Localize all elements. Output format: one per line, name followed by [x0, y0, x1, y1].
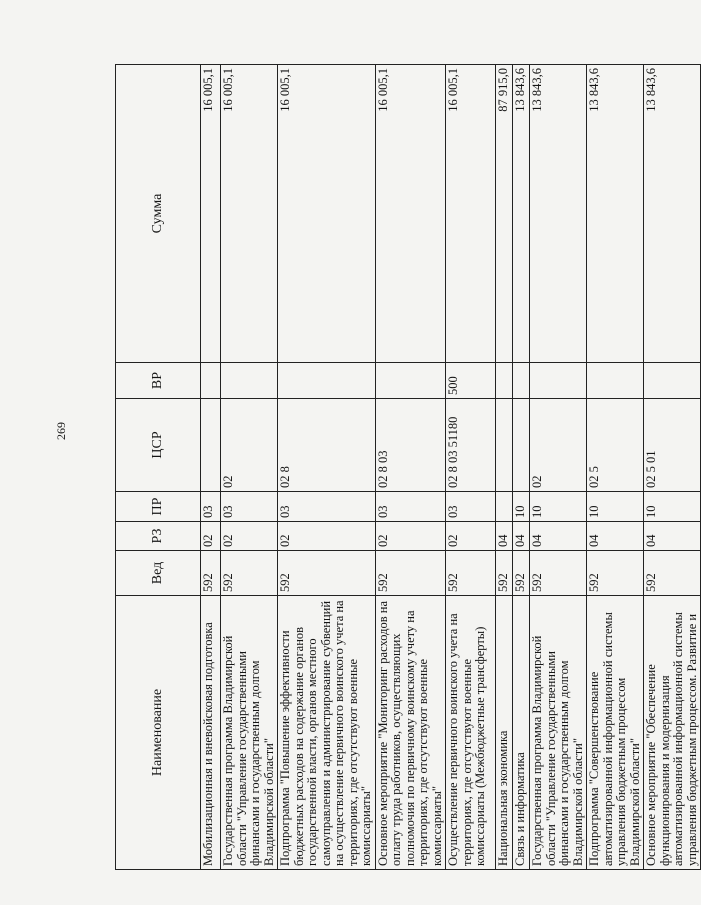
table-row: [278, 65, 376, 870]
cell-vr: [513, 363, 530, 399]
cell-pr: 03: [278, 492, 376, 522]
cell-vr: [278, 363, 376, 399]
cell-rz: 02: [446, 522, 496, 551]
cell-name: Государственная программа Владимирской области "Управление государственными финансами и государственным долгом Владимирской области": [530, 596, 587, 870]
cell-name: Государственная программа Владимирской области "Управление государственными финансами и государственным долгом Владимирской области": [221, 596, 278, 870]
cell-name: Основное мероприятие "Мониторинг расходов на оплату труда работников, осуществляющих полномочия по первичному воинскому учету на территориях, где отсутствуют военные комиссариаты": [375, 596, 446, 870]
cell-sum: 16 005,1: [446, 65, 496, 363]
cell-vr: [201, 363, 221, 399]
cell-rz: 02: [201, 522, 221, 551]
cell-name: Подпрограмма "Совершенствование автоматизированной информационной системы управления бюджетным процессом Владимирской области": [587, 596, 644, 870]
cell-csr: [513, 399, 530, 492]
cell-csr: 02 5: [587, 399, 644, 492]
cell-pr: 10: [530, 492, 587, 522]
cell-ved: 592: [496, 551, 513, 596]
table-row: [644, 65, 701, 870]
cell-sum: 13 843,6: [530, 65, 587, 363]
table-row: [496, 65, 513, 870]
header-vr: ВР: [116, 363, 201, 399]
cell-sum: 16 005,1: [278, 65, 376, 363]
page-number: 269: [54, 422, 68, 440]
cell-pr: [496, 492, 513, 522]
table-row: [221, 65, 278, 870]
cell-csr: 02: [221, 399, 278, 492]
cell-csr: 02 8: [278, 399, 376, 492]
cell-vr: 500: [446, 363, 496, 399]
cell-ved: 592: [446, 551, 496, 596]
cell-rz: 04: [587, 522, 644, 551]
cell-name: Осуществление первичного воинского учета на территориях, где отсутствуют военные комиссариаты (Межбюджетные трансферты): [446, 596, 496, 870]
cell-name: Связь и информатика: [513, 596, 530, 870]
cell-csr: 02 8 03 51180: [446, 399, 496, 492]
header-csr: ЦСР: [116, 399, 201, 492]
cell-csr: [201, 399, 221, 492]
header-name: Наименование: [116, 596, 201, 870]
cell-ved: 592: [278, 551, 376, 596]
header-pr: ПР: [116, 492, 201, 522]
cell-sum: 13 843,6: [513, 65, 530, 363]
table-row: [375, 65, 446, 870]
cell-ved: 592: [201, 551, 221, 596]
cell-name: Подпрограмма "Повышение эффективности бюджетных расходов на содержание органов государственной власти, органов местного самоуправления и администрирование субвенций на осуществление первичного воинского учета на территориях, где отсутствуют военные комиссариаты": [278, 596, 376, 870]
cell-ved: 592: [530, 551, 587, 596]
cell-pr: 10: [587, 492, 644, 522]
cell-csr: [496, 399, 513, 492]
table-row: [446, 65, 496, 870]
cell-pr: 03: [375, 492, 446, 522]
cell-rz: 02: [375, 522, 446, 551]
cell-ved: 592: [221, 551, 278, 596]
table-row: [513, 65, 530, 870]
cell-rz: 04: [513, 522, 530, 551]
header-ved: Вед: [116, 551, 201, 596]
cell-sum: 16 005,1: [375, 65, 446, 363]
cell-name: Мобилизационная и вневойсковая подготовка: [201, 596, 221, 870]
cell-rz: 02: [278, 522, 376, 551]
cell-sum: 13 843,6: [587, 65, 644, 363]
cell-sum: 16 005,1: [201, 65, 221, 363]
cell-name: Основное мероприятие "Обеспечение функционирования и модернизация автоматизированной информационной системы управления бюджетным процессом. Развитие и: [644, 596, 701, 870]
cell-sum: 87 915,0: [496, 65, 513, 363]
header-sum: Сумма: [116, 65, 201, 363]
cell-ved: 592: [513, 551, 530, 596]
cell-rz: 04: [496, 522, 513, 551]
table-header-row: [116, 65, 201, 870]
cell-csr: 02 5 01: [644, 399, 701, 492]
table-row: [587, 65, 644, 870]
header-rz: РЗ: [116, 522, 201, 551]
cell-rz: 04: [644, 522, 701, 551]
cell-name: Национальная экономика: [496, 596, 513, 870]
cell-ved: 592: [587, 551, 644, 596]
cell-vr: [496, 363, 513, 399]
cell-sum: 13 843,6: [644, 65, 701, 363]
cell-pr: 03: [201, 492, 221, 522]
cell-sum: 16 005,1: [221, 65, 278, 363]
cell-vr: [644, 363, 701, 399]
cell-rz: 02: [221, 522, 278, 551]
cell-rz: 04: [530, 522, 587, 551]
cell-ved: 592: [375, 551, 446, 596]
cell-vr: [375, 363, 446, 399]
cell-vr: [530, 363, 587, 399]
cell-csr: 02: [530, 399, 587, 492]
budget-table-sheet: [115, 65, 699, 870]
table-row: [201, 65, 221, 870]
cell-pr: 03: [221, 492, 278, 522]
cell-pr: 10: [644, 492, 701, 522]
budget-table: [115, 64, 701, 870]
cell-vr: [221, 363, 278, 399]
cell-ved: 592: [644, 551, 701, 596]
cell-pr: 03: [446, 492, 496, 522]
table-row: [530, 65, 587, 870]
cell-vr: [587, 363, 644, 399]
cell-csr: 02 8 03: [375, 399, 446, 492]
cell-pr: 10: [513, 492, 530, 522]
